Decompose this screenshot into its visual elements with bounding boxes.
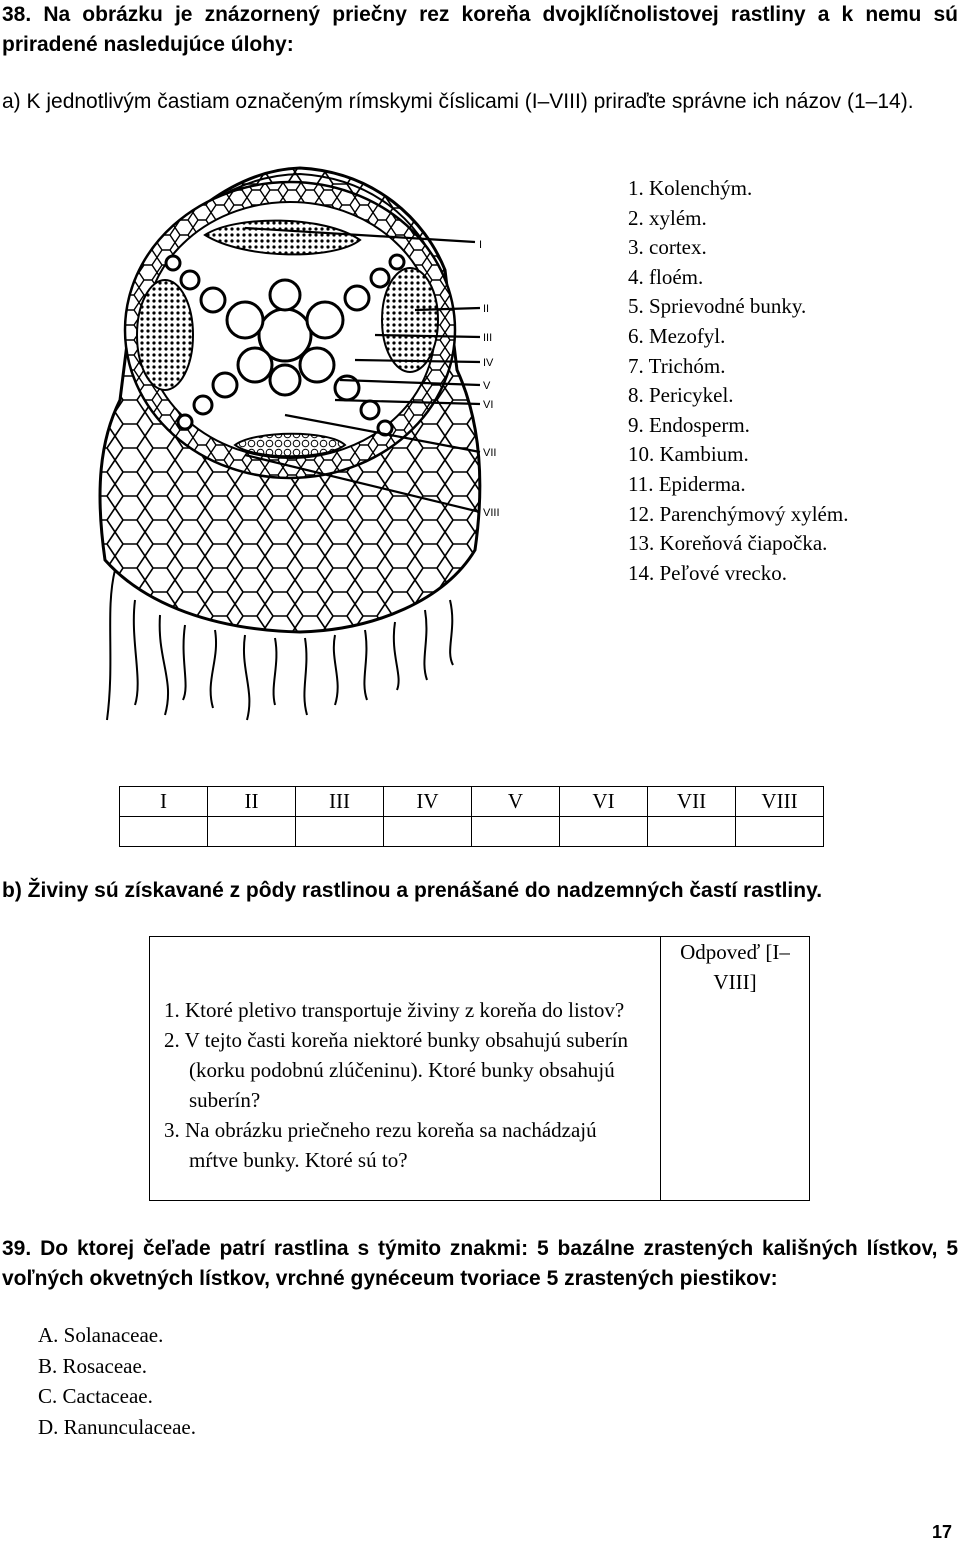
roman-header-cell: VIII [736, 787, 824, 817]
diagram-label-VII: VII [483, 447, 497, 459]
answer-column[interactable] [661, 937, 810, 1201]
page-number: 17 [932, 1522, 953, 1542]
roman-header-cell: V [472, 787, 560, 817]
diagram-label-I: I [479, 239, 483, 251]
roman-header-cell: VII [648, 787, 736, 817]
question-item: 1. Ktoré pletivo transportuje živiny z koreňa do listov? [164, 998, 625, 1022]
answer-header: Odpoveď [I–VIII] [680, 940, 790, 994]
question-39-title: 39. Do ktorej čeľade patrí rastlina s týmito znakmi: 5 bazálne zrastených kališných lístkov, 5 voľných okvetných lístkov, vrchné gynéceum tvoriace 5 zrastených piestikov: [2, 1237, 958, 1290]
questions-cell [150, 937, 661, 1201]
answer-cell-VI[interactable] [560, 817, 648, 847]
answer-options [38, 1320, 196, 1442]
legend-item: 11. Epiderma. [628, 471, 746, 496]
question-38-title: 38. Na obrázku je znázornený priečny rez koreňa dvojklíčnolistovej rastliny a k nemu sú priradené nasledujúce úlohy: [2, 3, 958, 56]
diagram-label-II: II [483, 303, 490, 315]
legend-item: 13. Koreňová čiapočka. [628, 531, 828, 556]
legend-item: 14. Peľové vrecko. [628, 560, 787, 585]
legend-item: 12. Parenchýmový xylém. [628, 501, 849, 526]
question-item: 3. Na obrázku priečneho rezu koreňa sa nachádzajú mŕtve bunky. Ktoré sú to? [164, 1118, 597, 1172]
questions-table [149, 936, 810, 1201]
roman-header-cell: IV [384, 787, 472, 817]
roman-header-cell: III [296, 787, 384, 817]
roman-header-row [120, 787, 824, 817]
option-a[interactable]: A. Solanaceae. [38, 1323, 164, 1347]
phloem-left [137, 280, 193, 390]
question-item: 2. V tejto časti koreňa niektoré bunky obsahujú suberín (korku podobnú zlúčeninu). Ktoré bunky obsahujú suberín? [164, 1028, 629, 1112]
legend-item: 9. Endosperm. [628, 412, 750, 437]
root-cross-section-diagram [85, 160, 525, 730]
legend-item: 7. Trichóm. [628, 353, 726, 378]
legend-item: 6. Mezofyl. [628, 323, 726, 348]
option-d[interactable]: D. Ranunculaceae. [38, 1414, 197, 1439]
legend-item: 1. Kolenchým. [628, 176, 753, 200]
answer-cell-V[interactable] [472, 817, 560, 847]
answer-cell-IV[interactable] [384, 817, 472, 847]
legend-item: 8. Pericykel. [628, 383, 734, 408]
diagram-label-VI: VI [483, 399, 494, 411]
diagram-label-III: III [483, 332, 493, 344]
legend-list [628, 174, 848, 588]
roman-header-cell: I [120, 787, 208, 817]
task-a-instruction: a) K jednotlivým častiam označeným rímskymi číslicami (I–VIII) priraďte správne ich názov (1–14). [2, 90, 914, 113]
legend-item: 10. Kambium. [628, 442, 749, 467]
diagram-label-VIII: VIII [483, 507, 500, 519]
phloem-bottom [235, 434, 345, 457]
answer-cell-II[interactable] [208, 817, 296, 847]
diagram-label-IV: IV [483, 357, 494, 369]
phloem-right [382, 268, 438, 372]
answer-cell-VIII[interactable] [736, 817, 824, 847]
answer-cell-I[interactable] [120, 817, 208, 847]
roman-answer-row [120, 817, 824, 847]
roman-answer-table [119, 786, 824, 847]
diagram-labels [479, 239, 500, 519]
diagram-label-V: V [483, 380, 491, 392]
option-b[interactable]: B. Rosaceae. [38, 1353, 148, 1378]
roman-header-cell: VI [560, 787, 648, 817]
legend-item: 5. Sprievodné bunky. [628, 294, 807, 319]
legend-item: 3. cortex. [628, 235, 707, 260]
answer-cell-VII[interactable] [648, 817, 736, 847]
legend-item: 2. xylém. [628, 205, 707, 230]
option-c[interactable]: C. Cactaceae. [38, 1384, 153, 1408]
roman-header-cell: II [208, 787, 296, 817]
answer-cell-III[interactable] [296, 817, 384, 847]
legend-item: 4. floém. [628, 264, 704, 289]
task-b-instruction: b) Živiny sú získavané z pôdy rastlinou a prenášané do nadzemných častí rastliny. [2, 879, 823, 902]
